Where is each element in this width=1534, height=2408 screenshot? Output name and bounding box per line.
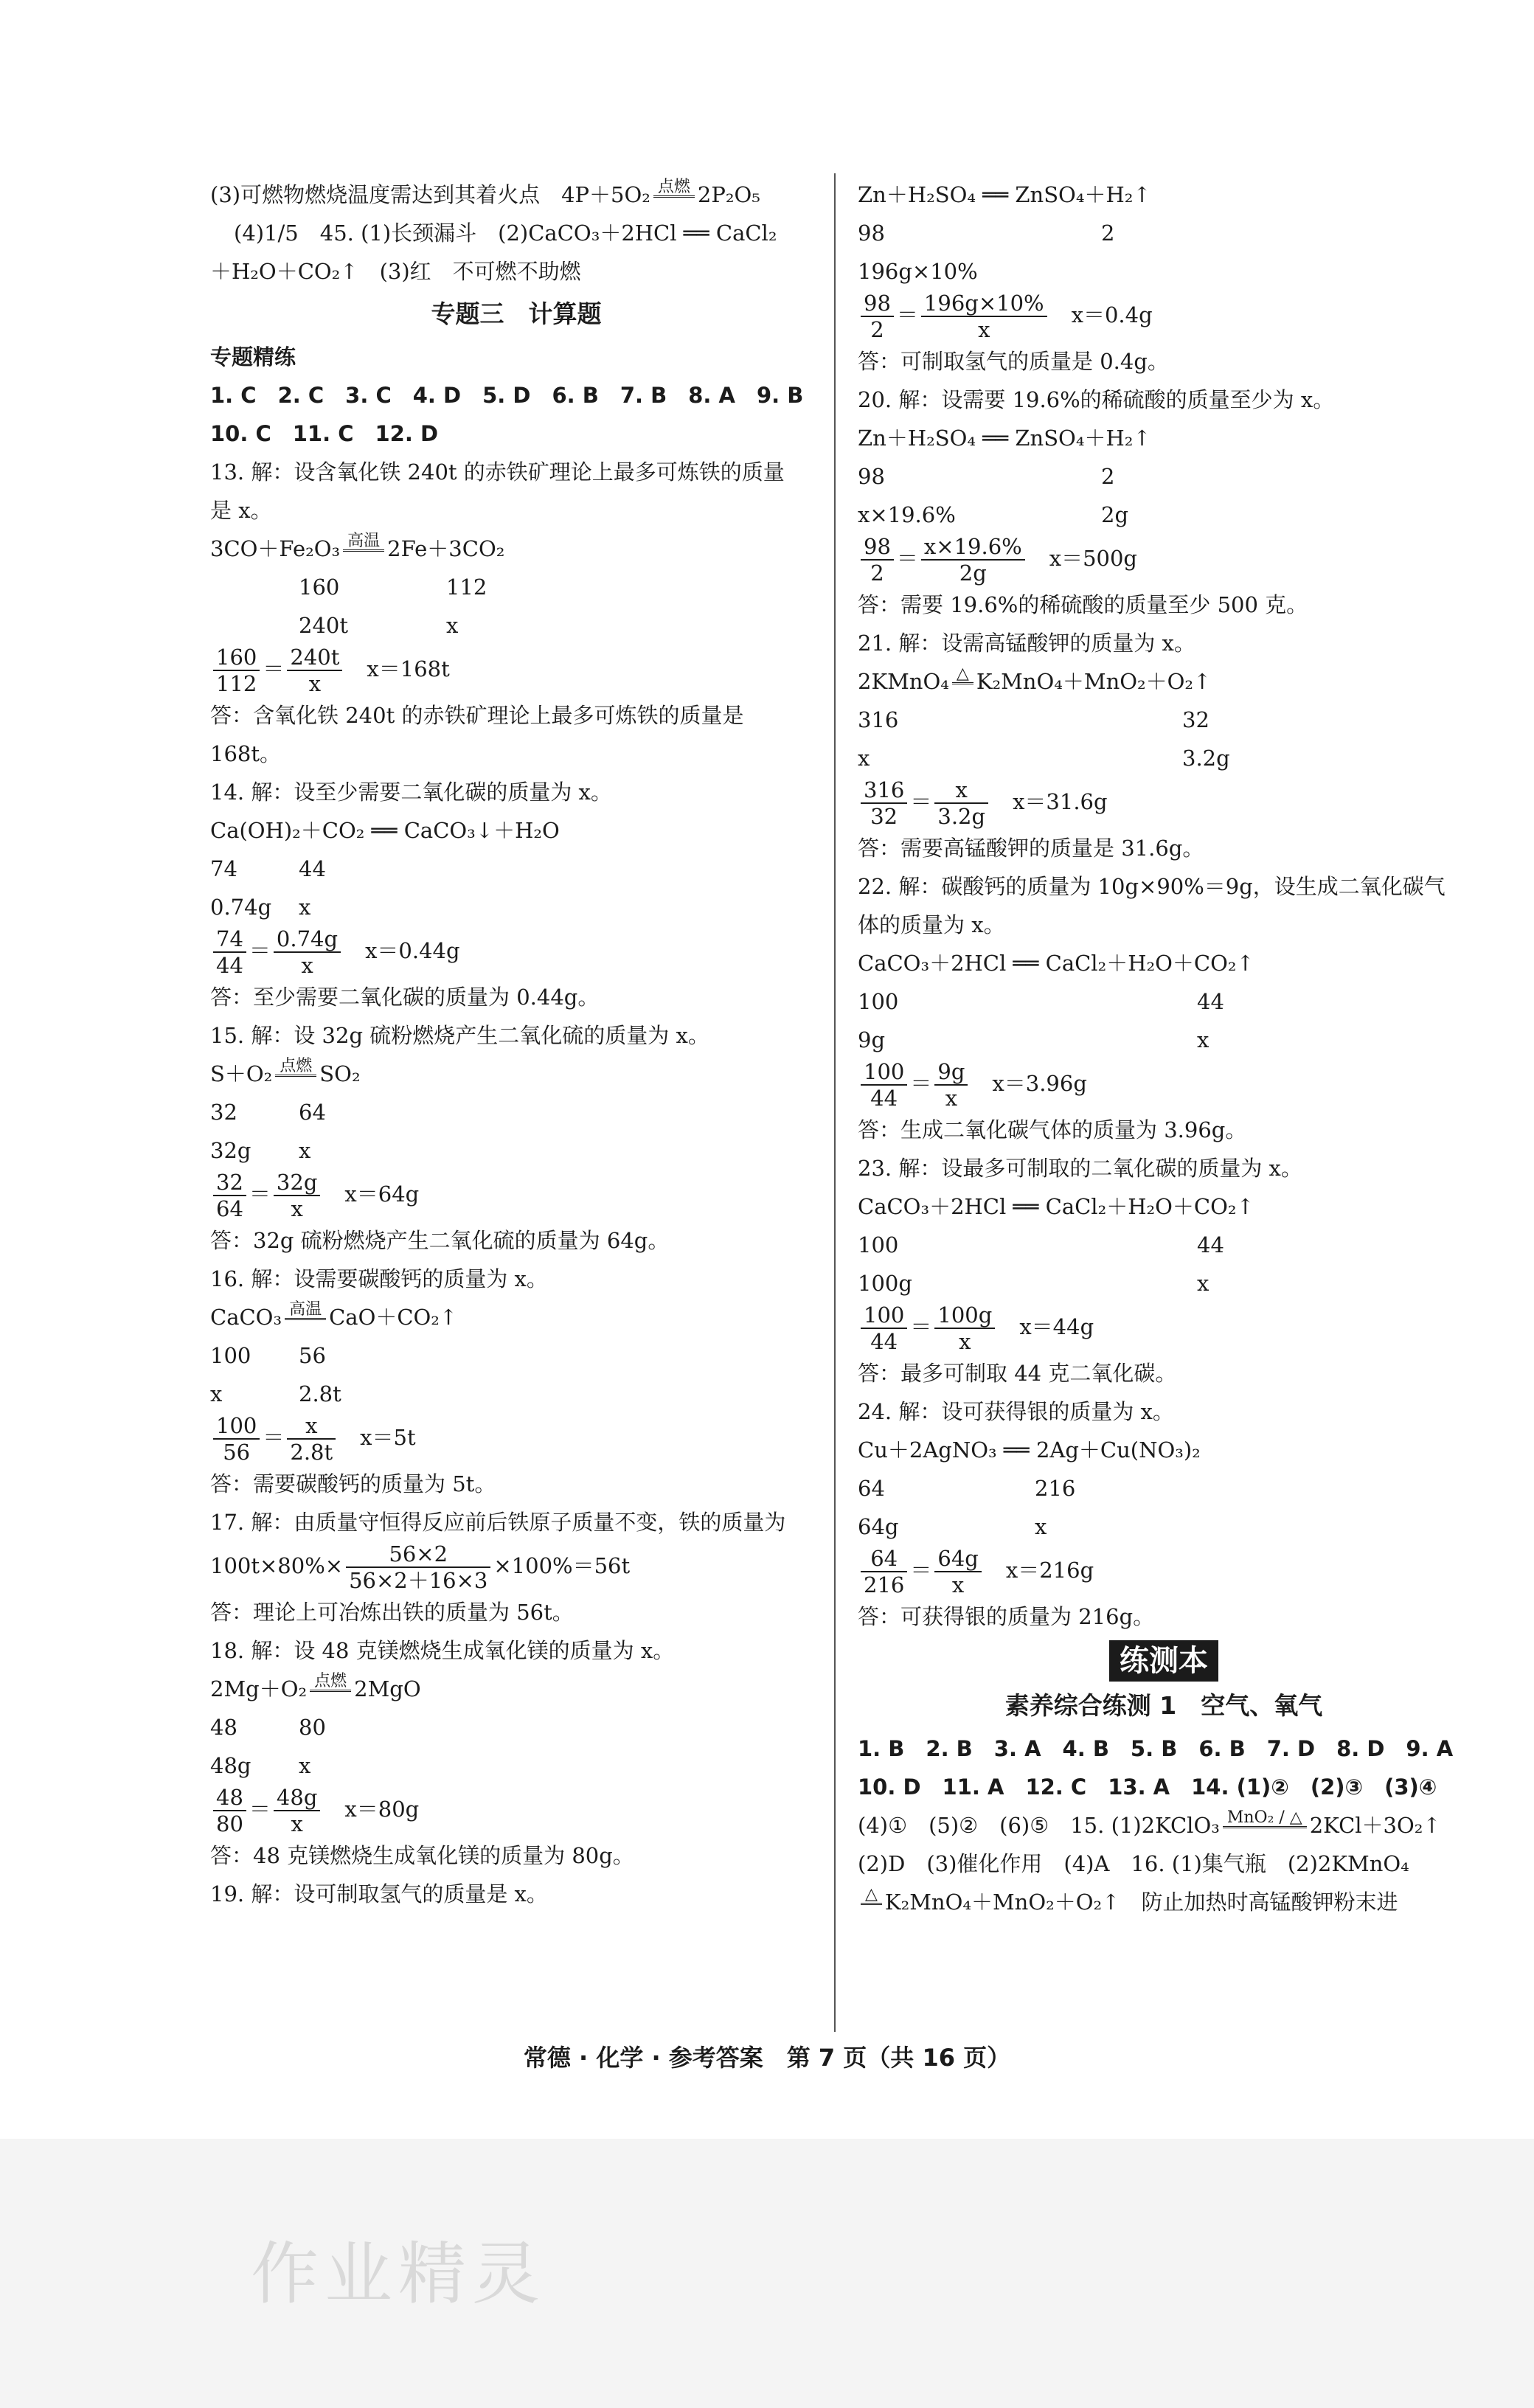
- answer-line: 答：32g 硫粉燃烧产生二氧化硫的质量为 64g。: [210, 1228, 670, 1253]
- proportion: $\frac{98}{2}$ ＝ $\frac{x\times 19.6\%}{2g}$ x＝500g: [858, 534, 1470, 586]
- question-18: 18. 解：设 48 克镁燃烧生成氧化镁的质量为 x。: [210, 1638, 675, 1663]
- question-17: 17. 解：由质量守恒得反应前后铁原子质量不变，铁的质量为: [210, 1510, 786, 1535]
- section-badge: 练测本: [1109, 1640, 1218, 1682]
- mass-row: 9g x: [858, 1027, 1210, 1052]
- question-21: 21. 解：设需高锰酸钾的质量为 x。: [858, 631, 1195, 656]
- answer-line: 答：理论上可冶炼出铁的质量为 56t。: [210, 1600, 574, 1625]
- proportion: $\frac{316}{32}$ ＝ $\frac{x}{3.2g}$ x＝31.6g: [858, 777, 1470, 829]
- mass-row: 98 2: [858, 221, 1115, 246]
- answer-line: 答：含氧化铁 240t 的赤铁矿理论上最多可炼铁的质量是: [210, 703, 744, 728]
- mass-row: 100 44: [858, 1232, 1224, 1257]
- proportion: $\frac{160}{112}$ ＝ $\frac{240t}{x}$ x＝168t: [210, 645, 822, 696]
- answer-line: 答：需要碳酸钙的质量为 5t。: [210, 1471, 496, 1496]
- mass-row: 98 2: [858, 464, 1115, 489]
- mass-row: 0.74g x: [210, 895, 311, 920]
- answer-line: 答：需要高锰酸钾的质量是 31.6g。: [858, 836, 1204, 861]
- question-24: 24. 解：设可获得银的质量为 x。: [858, 1399, 1174, 1424]
- choice-answers: 1. C 2. C 3. C 4. D 5. D 6. B 7. B 8. A 9. B: [210, 383, 804, 408]
- mass-row: 74 44: [210, 856, 326, 881]
- proportion: $\frac{64}{216}$ ＝ $\frac{64g}{x}$ x＝216g: [858, 1546, 1470, 1597]
- subsection-title: 专题精练: [210, 344, 296, 369]
- question-22: 22. 解：碳酸钙的质量为 10g×90%＝9g，设生成二氧化碳气: [858, 874, 1446, 899]
- page-bottom-margin: [0, 2139, 1534, 2408]
- text-line: (4)① (5)② (6)⑤ 15. (1)2KClO₃ MnO₂ / △ 2KCl＋3O₂↑: [858, 1808, 1441, 1838]
- mass-row: 48 80: [210, 1715, 326, 1740]
- mass-row: x×19.6% 2g: [858, 502, 1129, 527]
- equation: Cu＋2AgNO₃ ══ 2Ag＋Cu(NO₃)₂: [858, 1437, 1201, 1463]
- equation: CaCO₃＋2HCl ══ CaCl₂＋H₂O＋CO₂↑: [858, 1194, 1254, 1219]
- equation: 2KMnO₄ △ K₂MnO₄＋MnO₂＋O₂↑: [858, 664, 1212, 694]
- text-line: 是 x。: [210, 498, 272, 523]
- answer-line: 答：最多可制取 44 克二氧化碳。: [858, 1361, 1177, 1386]
- question-23: 23. 解：设最多可制取的二氧化碳的质量为 x。: [858, 1156, 1302, 1181]
- proportion: $\frac{98}{2}$ ＝ $\frac{196g\times 10\%}{x}$ x＝0.4g: [858, 291, 1470, 342]
- question-15: 15. 解：设 32g 硫粉燃烧产生二氧化硫的质量为 x。: [210, 1023, 709, 1048]
- choice-answers: 1. B 2. B 3. A 4. B 5. B 6. B 7. D 8. D 9. A: [858, 1736, 1454, 1761]
- right-column: [858, 176, 1470, 1921]
- equation: Zn＋H₂SO₄ ══ ZnSO₄＋H₂↑: [858, 426, 1151, 451]
- mass-row: 240t x: [299, 613, 459, 638]
- equation: CaCO₃＋2HCl ══ CaCl₂＋H₂O＋CO₂↑: [858, 951, 1254, 976]
- proportion: $\frac{48}{80}$ ＝ $\frac{48g}{x}$ x＝80g: [210, 1785, 822, 1836]
- equation: Ca(OH)₂＋CO₂ ══ CaCO₃↓＋H₂O: [210, 818, 560, 843]
- answer-line: 答：需要 19.6%的稀硫酸的质量至少 500 克。: [858, 592, 1308, 617]
- question-13: 13. 解：设含氧化铁 240t 的赤铁矿理论上最多可炼铁的质量: [210, 459, 785, 485]
- left-column: [210, 176, 822, 1913]
- section-title: 素养综合练测 1 空气、氧气: [1004, 1691, 1323, 1720]
- mass-row: 196g×10%: [858, 259, 978, 284]
- mass-row: x 3.2g: [858, 746, 1230, 771]
- watermark: 作业精灵: [251, 2235, 546, 2314]
- question-20: 20. 解：设需要 19.6%的稀硫酸的质量至少为 x。: [858, 387, 1335, 412]
- question-19: 19. 解：设可制取氢气的质量是 x。: [210, 1881, 548, 1906]
- equation: CaCO₃ 高温 CaO＋CO₂↑: [210, 1300, 458, 1330]
- mass-row: 100 56: [210, 1343, 326, 1368]
- answer-line: 答：48 克镁燃烧生成氧化镁的质量为 80g。: [210, 1843, 634, 1868]
- proportion: $\frac{100}{56}$ ＝ $\frac{x}{2.8t}$ x＝5t: [210, 1413, 822, 1465]
- question-14: 14. 解：设至少需要二氧化碳的质量为 x。: [210, 780, 612, 805]
- equation: S＋O₂ 点燃 SO₂: [210, 1056, 361, 1086]
- mass-row: x 2.8t: [210, 1381, 341, 1406]
- mass-row: 64g x: [858, 1514, 1047, 1539]
- mass-row: 48g x: [210, 1753, 311, 1778]
- proportion: $\frac{100}{44}$ ＝ $\frac{9g}{x}$ x＝3.96g: [858, 1059, 1470, 1111]
- calculation: 100t×80%× $\frac{56\times 2}{56\times 2+16\times 3}$ ×100%＝56t: [210, 1541, 631, 1593]
- equation: Zn＋H₂SO₄ ══ ZnSO₄＋H₂↑: [858, 182, 1151, 207]
- answer-line: 答：可制取氢气的质量是 0.4g。: [858, 349, 1169, 374]
- text-line: (3)可燃物燃烧温度需达到其着火点 4P＋5O₂ 点燃 2P₂O₅: [210, 177, 760, 207]
- choice-answers: 10. C 11. C 12. D: [210, 421, 439, 446]
- text-line: 体的质量为 x。: [858, 912, 1005, 937]
- text-line: ＋H₂O＋CO₂↑ (3)红 不可燃不助燃: [210, 259, 581, 284]
- answer-line: 答：可获得银的质量为 216g。: [858, 1604, 1155, 1629]
- choice-answers: 10. D 11. A 12. C 13. A 14. (1)② (2)③ (3)④: [858, 1774, 1437, 1800]
- text-line: (4)1/5 45. (1)长颈漏斗 (2)CaCO₃＋2HCl ══ CaCl₂: [234, 221, 777, 246]
- equation: 3CO＋Fe₂O₃ 高温 2Fe＋3CO₂: [210, 531, 505, 561]
- section-badge-row: [858, 1640, 1470, 1682]
- answer-line: 答：至少需要二氧化碳的质量为 0.44g。: [210, 985, 600, 1010]
- mass-row: 160 112: [299, 575, 487, 600]
- text-line: (2)D (3)催化作用 (4)A 16. (1)集气瓶 (2)2KMnO₄: [858, 1851, 1409, 1876]
- proportion: $\frac{32}{64}$ ＝ $\frac{32g}{x}$ x＝64g: [210, 1170, 822, 1221]
- mass-row: 64 216: [858, 1476, 1076, 1501]
- page-footer: 常德 · 化学 · 参考答案 第 7 页（共 16 页）: [523, 2044, 1011, 2072]
- mass-row: 100g x: [858, 1271, 1210, 1296]
- section-title: 专题三 计算题: [431, 299, 602, 328]
- mass-row: 100 44: [858, 989, 1224, 1014]
- mass-row: 32 64: [210, 1100, 326, 1125]
- answer-line: 168t。: [210, 741, 282, 766]
- proportion: $\frac{100}{44}$ ＝ $\frac{100g}{x}$ x＝44g: [858, 1302, 1470, 1354]
- mass-row: 316 32: [858, 707, 1210, 732]
- equation: 2Mg＋O₂ 点燃 2MgO: [210, 1671, 421, 1701]
- answer-line: 答：生成二氧化碳气体的质量为 3.96g。: [858, 1117, 1247, 1142]
- column-divider: [834, 173, 836, 2032]
- question-16: 16. 解：设需要碳酸钙的质量为 x。: [210, 1266, 548, 1291]
- text-line: △ K₂MnO₄＋MnO₂＋O₂↑ 防止加热时高锰酸钾粉末进: [858, 1883, 1470, 1921]
- mass-row: 32g x: [210, 1138, 311, 1163]
- proportion: $\frac{74}{44}$ ＝ $\frac{0.74g}{x}$ x＝0.44g: [210, 926, 822, 978]
